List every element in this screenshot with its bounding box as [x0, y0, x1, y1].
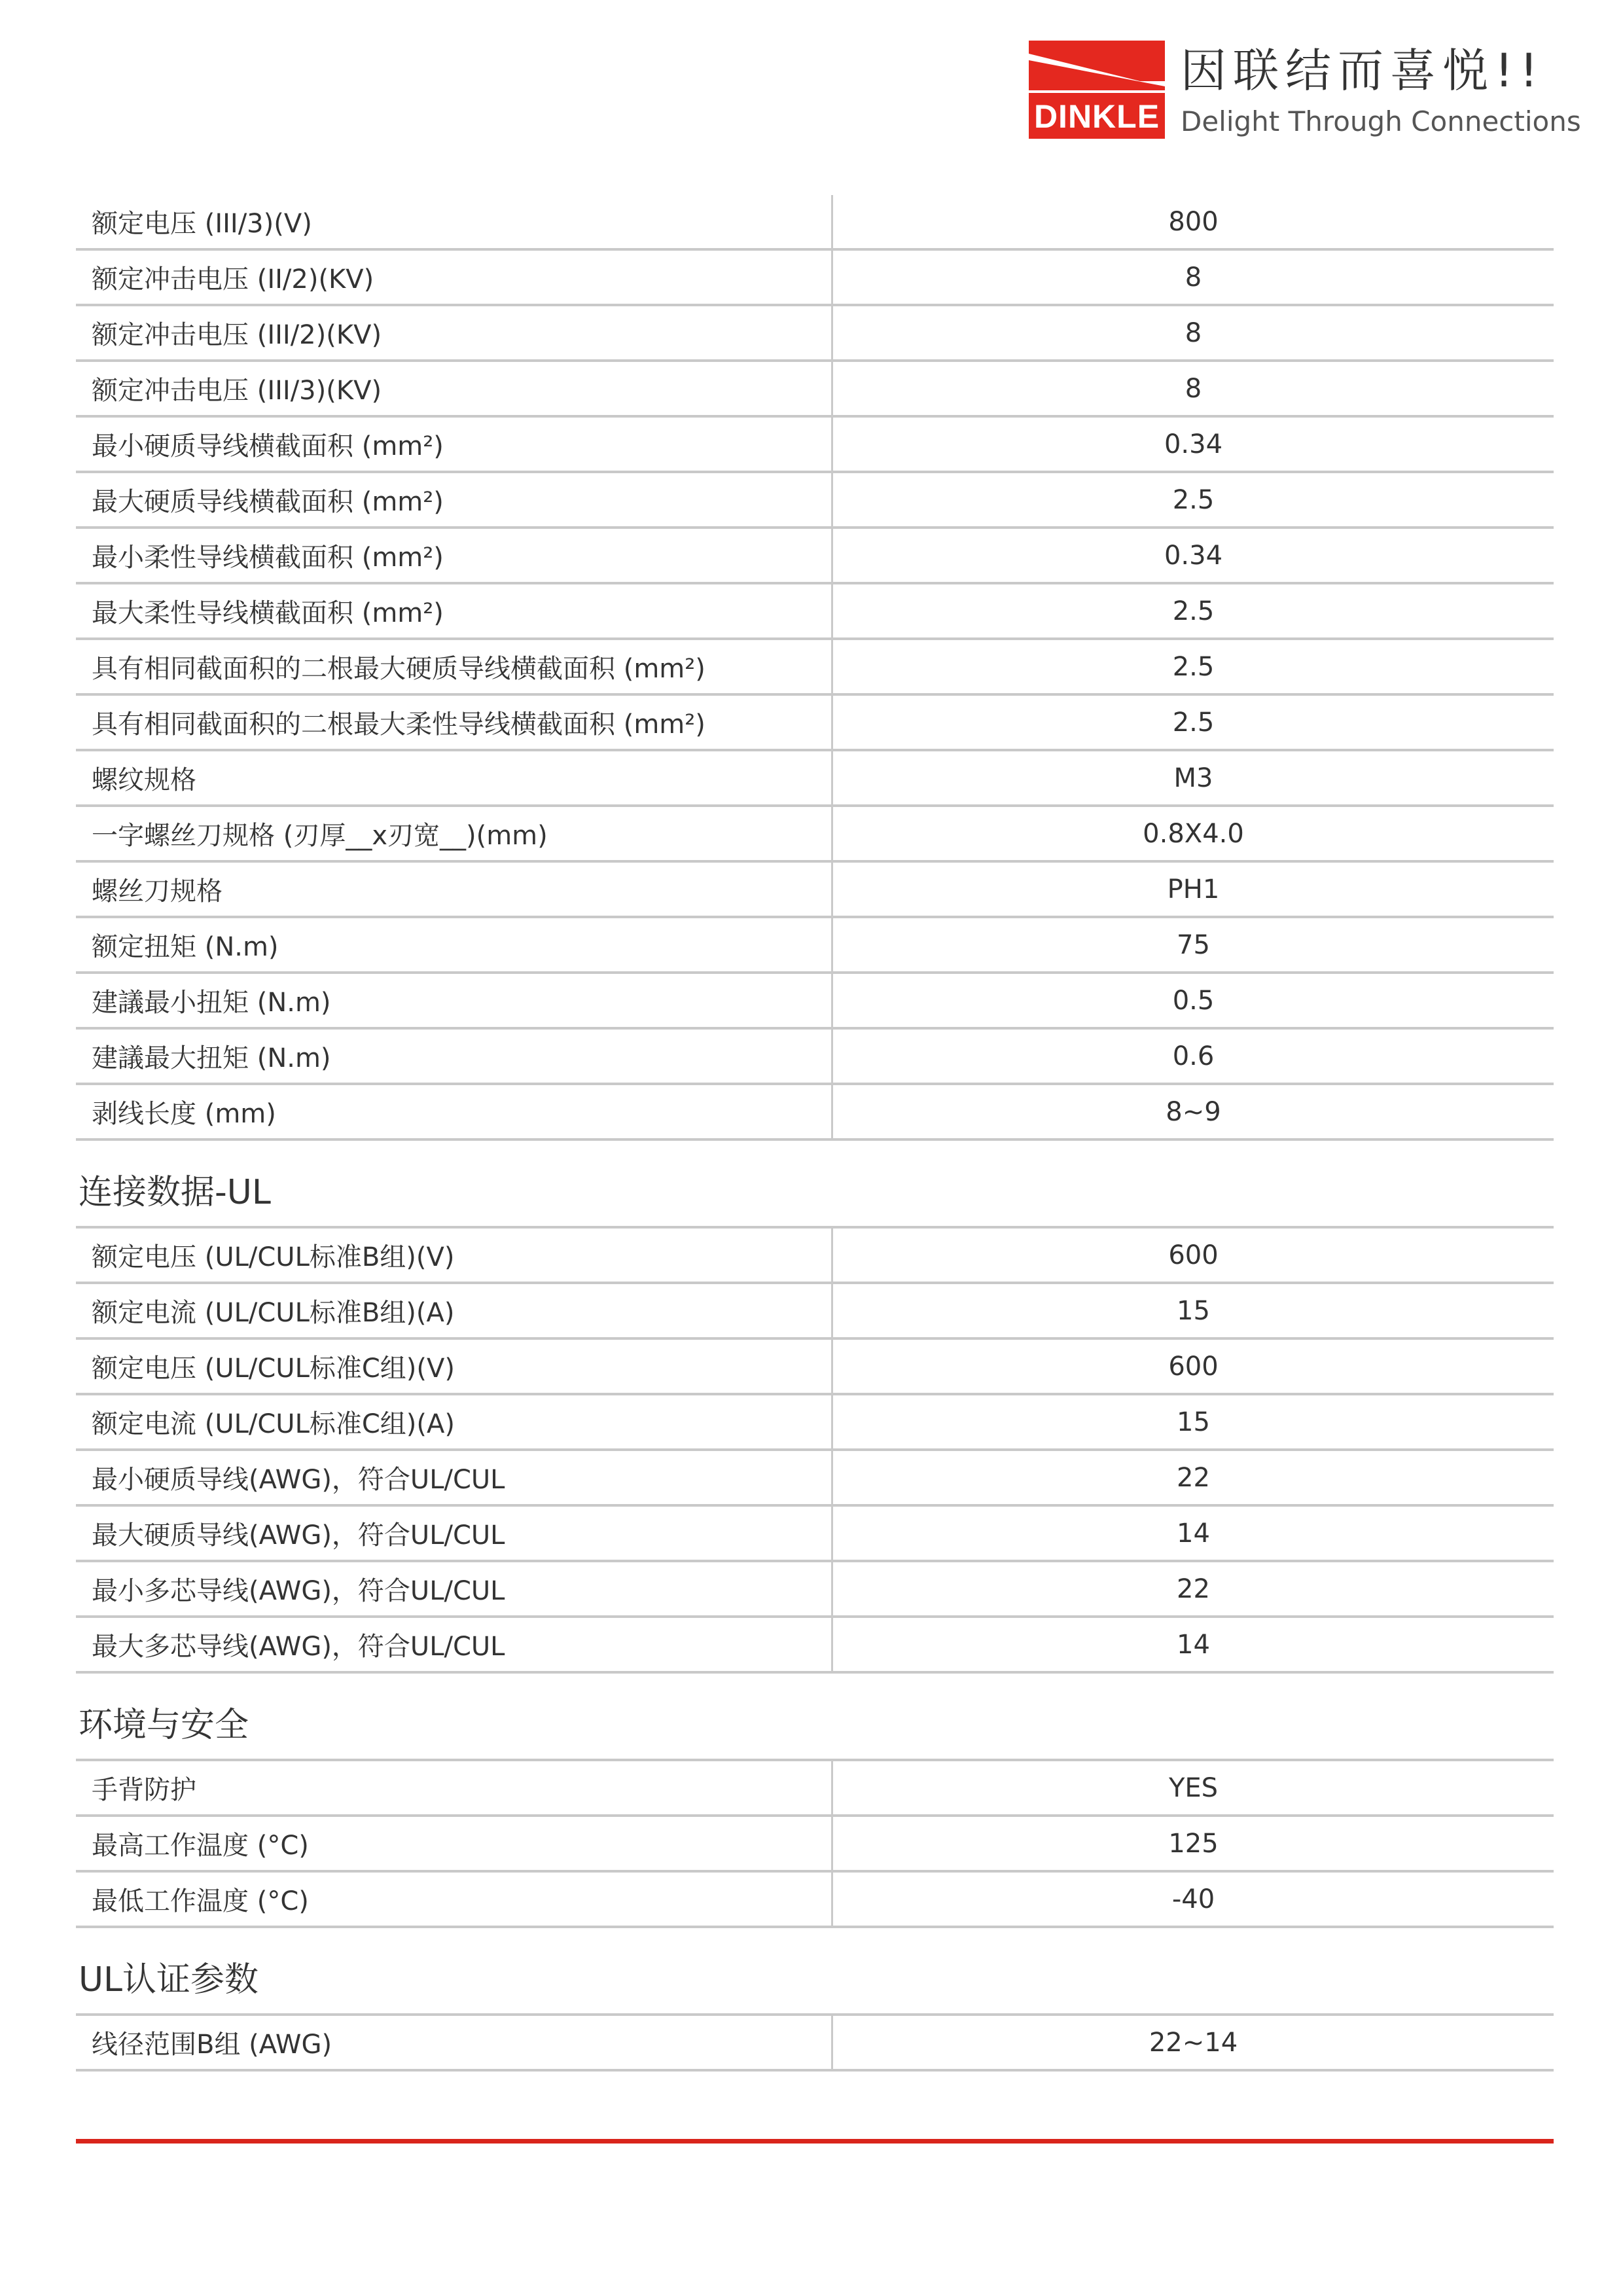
- spec-table-section: [76, 2013, 1554, 2072]
- spec-value: 0.34: [832, 528, 1554, 583]
- spec-value: 0.6: [832, 1028, 1554, 1084]
- spec-value: 125: [832, 1816, 1554, 1871]
- spec-value: 8: [832, 249, 1554, 305]
- spec-label: 螺丝刀规格: [76, 861, 832, 917]
- table-row: [76, 416, 1554, 472]
- spec-value: PH1: [832, 861, 1554, 917]
- spec-value: 8: [832, 361, 1554, 416]
- spec-value: M3: [832, 750, 1554, 806]
- spec-value: -40: [832, 1871, 1554, 1927]
- table-row: [76, 528, 1554, 583]
- spec-value: 2.5: [832, 583, 1554, 639]
- table-row: [76, 694, 1554, 750]
- spec-label: 额定电压 (UL/CUL标准C组)(V): [76, 1338, 832, 1394]
- spec-label: 最小多芯导线(AWG)，符合UL/CUL: [76, 1561, 832, 1617]
- table-row: [76, 639, 1554, 694]
- table-row: [76, 1084, 1554, 1139]
- table-row: [76, 249, 1554, 305]
- spec-label: 额定电压 (III/3)(V): [76, 195, 832, 249]
- section-title: 连接数据-UL: [79, 1173, 271, 1212]
- spec-value: 22: [832, 1561, 1554, 1617]
- spec-value: 8~9: [832, 1084, 1554, 1139]
- spec-value: 8: [832, 305, 1554, 361]
- table-row: [76, 1505, 1554, 1561]
- table-row: [76, 2015, 1554, 2070]
- spec-label: 额定扭矩 (N.m): [76, 917, 832, 973]
- spec-value: YES: [832, 1760, 1554, 1816]
- section-title: 环境与安全: [79, 1706, 249, 1745]
- dinkle-logo: [1029, 41, 1581, 145]
- logo-slogan-en: Delight Through Connections: [1181, 105, 1581, 137]
- spec-value: 0.5: [832, 973, 1554, 1028]
- spec-label: 具有相同截面积的二根最大硬质导线横截面积 (mm²): [76, 639, 832, 694]
- table-row: [76, 305, 1554, 361]
- spec-label: 最小硬质导线(AWG)，符合UL/CUL: [76, 1450, 832, 1505]
- spec-table-section: [76, 1226, 1554, 1674]
- spec-label: 最大柔性导线横截面积 (mm²): [76, 583, 832, 639]
- table-row: [76, 1394, 1554, 1450]
- spec-label: 额定冲击电压 (II/2)(KV): [76, 249, 832, 305]
- table-row: [76, 806, 1554, 861]
- table-row: [76, 1338, 1554, 1394]
- spec-label: 最高工作温度 (°C): [76, 1816, 832, 1871]
- table-row: [76, 1871, 1554, 1927]
- table-row: [76, 1617, 1554, 1672]
- spec-label: 额定电流 (UL/CUL标准C组)(A): [76, 1394, 832, 1450]
- table-row: [76, 361, 1554, 416]
- spec-value: 15: [832, 1394, 1554, 1450]
- spec-value: 2.5: [832, 639, 1554, 694]
- spec-label: 额定电流 (UL/CUL标准B组)(A): [76, 1283, 832, 1338]
- spec-value: 22~14: [832, 2015, 1554, 2070]
- table-row: [76, 583, 1554, 639]
- table-row: [76, 861, 1554, 917]
- spec-label: 最小硬质导线横截面积 (mm²): [76, 416, 832, 472]
- spec-value: 14: [832, 1617, 1554, 1672]
- spec-label: 最大硬质导线横截面积 (mm²): [76, 472, 832, 528]
- spec-label: 剥线长度 (mm): [76, 1084, 832, 1139]
- table-row: [76, 1760, 1554, 1816]
- logo-brand-name: DINKLE: [1033, 98, 1160, 135]
- table-row: [76, 1450, 1554, 1505]
- table-row: [76, 750, 1554, 806]
- spec-label: 建議最大扭矩 (N.m): [76, 1028, 832, 1084]
- spec-label: 一字螺丝刀规格 (刃厚__x刃宽__)(mm): [76, 806, 832, 861]
- table-row: [76, 973, 1554, 1028]
- spec-sections: [76, 1141, 1554, 2072]
- spec-label: 最小柔性导线横截面积 (mm²): [76, 528, 832, 583]
- table-row: [76, 1283, 1554, 1338]
- table-row: [76, 472, 1554, 528]
- table-row: [76, 1816, 1554, 1871]
- spec-label: 最低工作温度 (°C): [76, 1871, 832, 1927]
- spec-value: 0.34: [832, 416, 1554, 472]
- bottom-red-rule: [76, 2139, 1554, 2144]
- table-row: [76, 1028, 1554, 1084]
- spec-label: 最大多芯导线(AWG)，符合UL/CUL: [76, 1617, 832, 1672]
- spec-table-general: [76, 195, 1554, 1141]
- spec-value: 800: [832, 195, 1554, 249]
- spec-label: 线径范围B组 (AWG): [76, 2015, 832, 2070]
- spec-label: 螺纹规格: [76, 750, 832, 806]
- spec-value: 2.5: [832, 694, 1554, 750]
- spec-label: 建議最小扭矩 (N.m): [76, 973, 832, 1028]
- spec-label: 额定冲击电压 (III/3)(KV): [76, 361, 832, 416]
- spec-value: 22: [832, 1450, 1554, 1505]
- spec-value: 2.5: [832, 472, 1554, 528]
- spec-value: 75: [832, 917, 1554, 973]
- spec-value: 600: [832, 1227, 1554, 1283]
- spec-label: 额定冲击电压 (III/2)(KV): [76, 305, 832, 361]
- table-row: [76, 1227, 1554, 1283]
- spec-label: 手背防护: [76, 1760, 832, 1816]
- spec-label: 额定电压 (UL/CUL标准B组)(V): [76, 1227, 832, 1283]
- spec-label: 最大硬质导线(AWG)，符合UL/CUL: [76, 1505, 832, 1561]
- table-row: [76, 917, 1554, 973]
- spec-value: 14: [832, 1505, 1554, 1561]
- spec-content: [76, 195, 1554, 2072]
- section-title: UL认证参数: [79, 1960, 259, 2000]
- spec-table-section: [76, 1759, 1554, 1928]
- table-row: [76, 1561, 1554, 1617]
- logo-slogan-cn: 因联结而喜悦!!: [1181, 44, 1545, 98]
- spec-value: 600: [832, 1338, 1554, 1394]
- spec-value: 0.8X4.0: [832, 806, 1554, 861]
- spec-value: 15: [832, 1283, 1554, 1338]
- spec-label: 具有相同截面积的二根最大柔性导线横截面积 (mm²): [76, 694, 832, 750]
- table-row: [76, 195, 1554, 249]
